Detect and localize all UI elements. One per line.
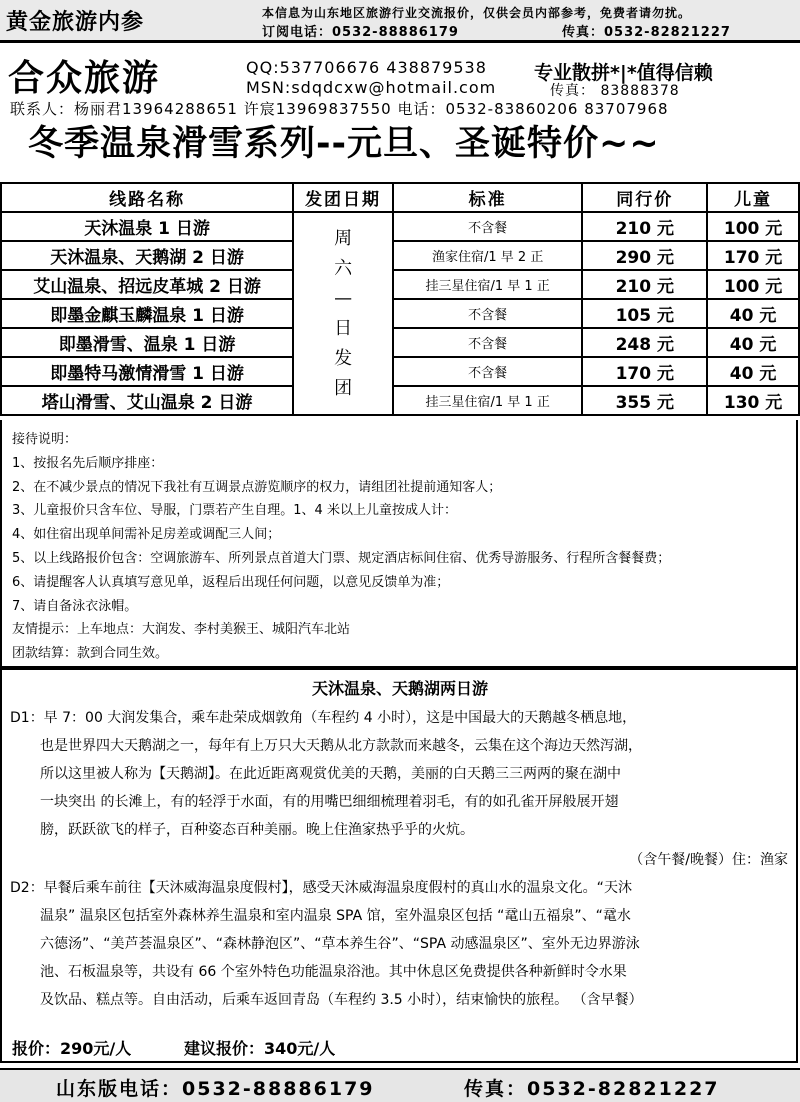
header-fax: 传真：0532-82821227 bbox=[562, 25, 731, 40]
day1-line: D1：早 7：00 大润发集合，乘车赴荣成烟敦角（车程约 4 小时），这是中国最大的天鹅越冬栖息地， bbox=[10, 710, 637, 726]
header-notice: 本信息为山东地区旅游行业交流报价，仅供会员内部参考，免费者请勿扰。 bbox=[262, 6, 692, 20]
route-child-price: 130 元 bbox=[707, 386, 799, 415]
itinerary-title: 天沐温泉、天鹅湖两日游 bbox=[311, 679, 488, 698]
footer-fax: 传真：0532-82821227 bbox=[464, 1078, 720, 1100]
friendly-tip: 友情提示：上车地点：大润发、李村美猴王、城阳汽车北站 bbox=[12, 622, 351, 638]
header-price: 同行价 bbox=[582, 183, 707, 212]
route-standard: 不含餐 bbox=[393, 299, 582, 328]
route-child-price: 100 元 bbox=[707, 212, 799, 241]
table-row bbox=[1, 299, 799, 328]
route-price: 105 元 bbox=[582, 299, 707, 328]
route-child-price: 40 元 bbox=[707, 328, 799, 357]
route-standard: 不含餐 bbox=[393, 357, 582, 386]
note-item: 6、请提醒客人认真填写意见单，返程后出现任何问题，以意见反馈单为准； bbox=[12, 574, 450, 590]
note-item: 5、以上线路报价包含：空调旅游车、所列景点首道大门票、规定酒店标间住宿、优秀导游服务、行程所含餐餐费； bbox=[12, 550, 671, 566]
table-row bbox=[1, 328, 799, 357]
footer-bar bbox=[0, 1068, 800, 1102]
note-item: 3、儿童报价只含车位、导服，门票若产生自理。1、4 米以上儿童按成人计： bbox=[12, 503, 457, 519]
route-price: 290 元 bbox=[582, 241, 707, 270]
route-child-price: 100 元 bbox=[707, 270, 799, 299]
route-standard: 挂三星住宿/1 早 1 正 bbox=[393, 270, 582, 299]
subscription-phone: 订阅电话：0532-88886179 bbox=[262, 25, 459, 40]
day1-line: 一块突出 的长滩上，有的轻浮于水面，有的用嘴巴细细梳理着羽毛，有的如孔雀开屏般展开翅 bbox=[40, 794, 619, 810]
day1-line: 膀，跃跃欲飞的样子，百种姿态百种美丽。晚上住渔家热乎乎的火炕。 bbox=[40, 822, 474, 838]
header-date: 发团日期 bbox=[293, 183, 393, 212]
note-item: 2、在不减少景点的情况下我社有互调景点游览顺序的权力，请组团社提前通知客人； bbox=[12, 479, 502, 495]
route-name: 即墨金麒玉麟温泉 1 日游 bbox=[1, 299, 293, 328]
reception-notes bbox=[0, 420, 798, 668]
publication-title: 黄金旅游内参 bbox=[6, 10, 145, 35]
day1-meals: （含午餐/晚餐）住：渔家 bbox=[629, 852, 788, 868]
note-item: 7、请自备泳衣泳帽。 bbox=[12, 598, 138, 614]
agency-msn: MSN:sdqdcxw@hotmail.com bbox=[246, 78, 497, 97]
day2-line: 温泉” 温泉区包括室外森林养生温泉和室内温泉 SPA 馆，室外温泉区包括 “鼋山五福泉”、“鼋水 bbox=[40, 908, 631, 924]
route-name: 塔山滑雪、艾山温泉 2 日游 bbox=[1, 386, 293, 415]
day1-line: 所以这里被人称为【天鹅湖】。在此近距离观赏优美的天鹅，美丽的白天鹅三三两两的聚在湖中 bbox=[40, 766, 621, 782]
route-standard: 挂三星住宿/1 早 1 正 bbox=[393, 386, 582, 415]
day2-line: 六德汤”、“美芦荟温泉区”、“森林静泡区”、“草本养生谷”、“SPA 动感温泉区”、室外无边界游泳 bbox=[40, 936, 640, 952]
note-item: 1、按报名先后顺序排座： bbox=[12, 455, 164, 471]
table-row bbox=[1, 386, 799, 415]
table-row bbox=[1, 212, 799, 241]
notes-heading: 接待说明： bbox=[12, 432, 78, 447]
route-child-price: 40 元 bbox=[707, 299, 799, 328]
agency-logo: 合众旅游 bbox=[8, 57, 161, 99]
route-name: 即墨滑雪、温泉 1 日游 bbox=[1, 328, 293, 357]
departure-text: 周六—日发团 bbox=[334, 227, 353, 399]
route-price: 248 元 bbox=[582, 328, 707, 357]
header-route: 线路名称 bbox=[1, 183, 293, 212]
agency-qq: QQ:537706676 438879538 bbox=[246, 58, 487, 77]
route-child-price: 40 元 bbox=[707, 357, 799, 386]
route-name: 天沐温泉 1 日游 bbox=[1, 212, 293, 241]
itinerary-price: 报价：290元/人 bbox=[12, 1039, 132, 1058]
table-row bbox=[1, 357, 799, 386]
agency-slogan: 专业散拼*|*值得信赖 bbox=[534, 62, 713, 84]
route-price: 210 元 bbox=[582, 212, 707, 241]
day2-line: D2：早餐后乘车前往【天沐威海温泉度假村】，感受天沐威海温泉度假村的真山水的温泉文化。“天沐 bbox=[10, 880, 632, 896]
route-name: 即墨特马激情滑雪 1 日游 bbox=[1, 357, 293, 386]
departure-cell bbox=[293, 212, 393, 415]
header-bar bbox=[0, 0, 800, 43]
promo-headline: 冬季温泉滑雪系列--元旦、圣诞特价~~ bbox=[28, 124, 660, 164]
table-row bbox=[1, 241, 799, 270]
route-name: 艾山温泉、招远皮革城 2 日游 bbox=[1, 270, 293, 299]
day1-line: 也是世界四大天鹅湖之一，每年有上万只大天鹅从北方款款而来越冬，云集在这个海边天然泻湖， bbox=[40, 738, 642, 754]
itinerary-section bbox=[0, 668, 798, 1063]
route-price: 355 元 bbox=[582, 386, 707, 415]
header-standard: 标准 bbox=[393, 183, 582, 212]
route-price: 210 元 bbox=[582, 270, 707, 299]
price-table bbox=[0, 182, 800, 416]
table-header-row bbox=[1, 183, 799, 212]
route-standard: 不含餐 bbox=[393, 328, 582, 357]
route-price: 170 元 bbox=[582, 357, 707, 386]
header-child: 儿童 bbox=[707, 183, 799, 212]
payment-terms: 团款结算：款到合同生效。 bbox=[12, 646, 169, 662]
route-standard: 渔家住宿/1 早 2 正 bbox=[393, 241, 582, 270]
footer-phone: 山东版电话：0532-88886179 bbox=[56, 1078, 375, 1100]
agency-fax: 传真： 83888378 bbox=[550, 83, 680, 99]
day2-line: 及饮品、糕点等。自由活动，后乘车返回青岛（车程约 3.5 小时），结束愉快的旅程。 （含早餐） bbox=[40, 992, 643, 1008]
table-row bbox=[1, 270, 799, 299]
route-name: 天沐温泉、天鹅湖 2 日游 bbox=[1, 241, 293, 270]
route-child-price: 170 元 bbox=[707, 241, 799, 270]
suggested-price: 建议报价：340元/人 bbox=[184, 1039, 336, 1058]
route-standard: 不含餐 bbox=[393, 212, 582, 241]
day2-line: 池、石板温泉等，共设有 66 个室外特色功能温泉浴池。其中休息区免费提供各种新鲜时令水果 bbox=[40, 964, 627, 980]
note-item: 4、如住宿出现单间需补足房差或调配三人间； bbox=[12, 527, 281, 543]
agency-contacts: 联系人：杨丽君13964288651 许宸13969837550 电话：0532-83860206 83707968 bbox=[10, 100, 669, 118]
